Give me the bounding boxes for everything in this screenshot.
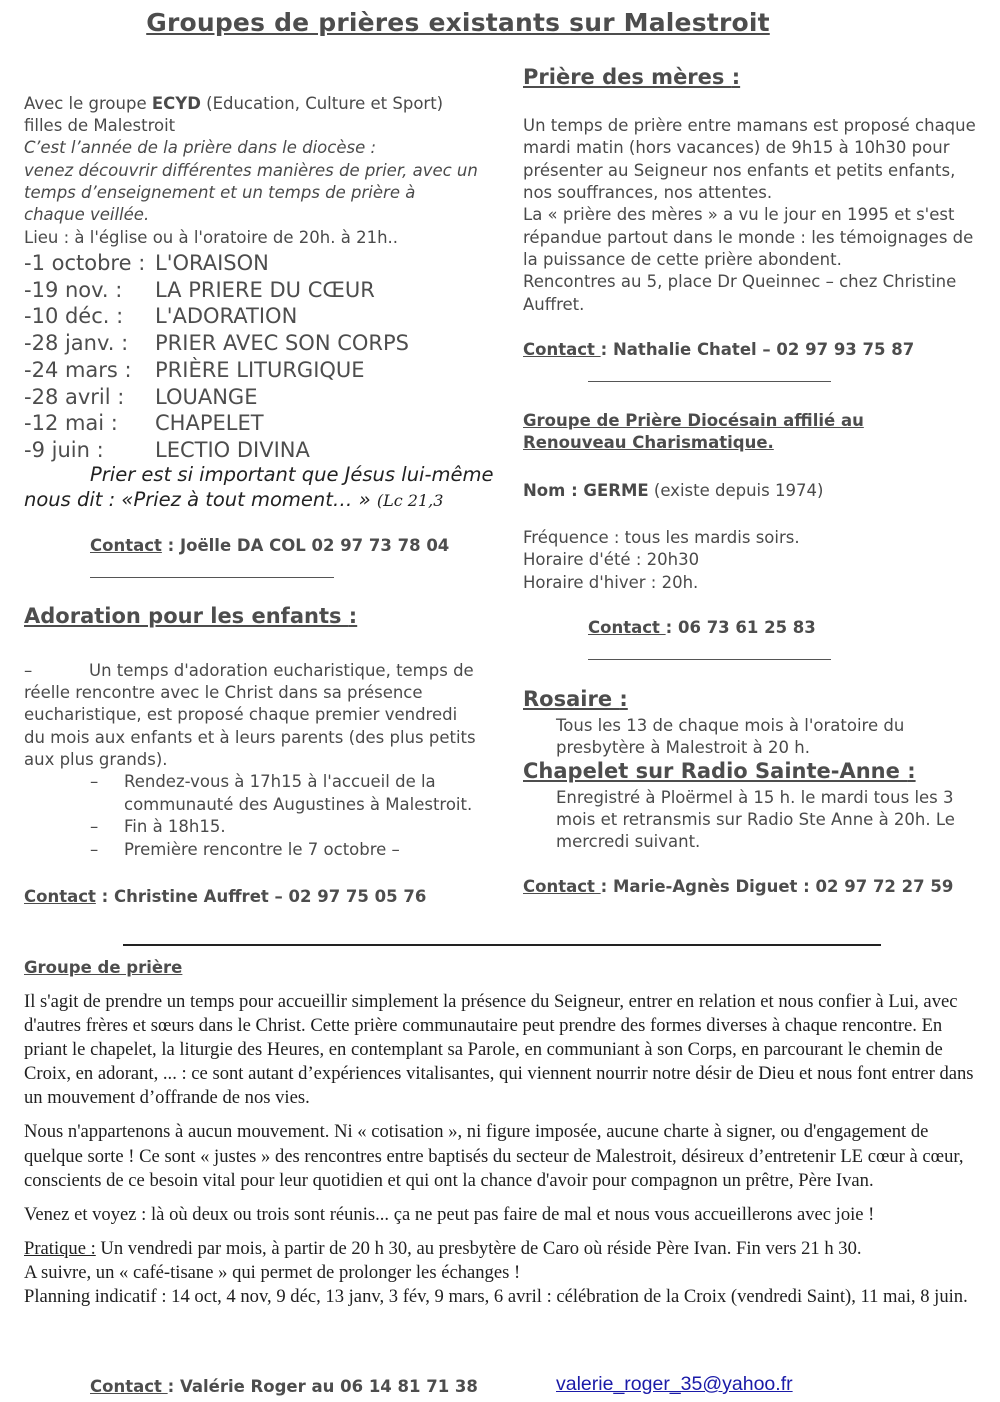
ecyd-italic-1: C’est l’année de la prière dans le diocèse : bbox=[24, 138, 377, 157]
separator-line bbox=[588, 659, 831, 660]
meres-text-9: Auffret. bbox=[523, 295, 585, 314]
separator-line bbox=[90, 577, 334, 578]
germe-heading-2: Renouveau Charismatique. bbox=[523, 433, 774, 452]
germe-heading-1: Groupe de Prière Diocésain affilié au bbox=[523, 411, 864, 430]
germe-horaire-hiver: Horaire d'hiver : 20h. bbox=[523, 573, 699, 592]
meres-text-2: mardi matin (hors vacances) de 9h15 à 10h30 pour bbox=[523, 138, 950, 157]
rosaire-text-1: Tous les 13 de chaque mois à l'oratoire du bbox=[556, 716, 905, 735]
section-divider bbox=[123, 944, 881, 946]
program-item: -19 nov. : LA PRIERE DU CŒUR bbox=[24, 277, 375, 302]
ecyd-italic-2: venez découvrir différentes manières de prier, avec un bbox=[24, 161, 478, 180]
rosaire-heading: Rosaire : bbox=[523, 687, 628, 711]
page-title: Groupes de prières existants sur Malestroit bbox=[146, 8, 770, 37]
meres-text-4: nos souffrances, nos attentes. bbox=[523, 183, 773, 202]
chapelet-text-2: mois et retransmis sur Radio Ste Anne à 20h. Le bbox=[556, 810, 955, 829]
paragraph-1: Il s'agit de prendre un temps pour accueillir simplement la présence du Seigneur, entrer en relation et nous confier à Lui, avec d'autres frères et sœurs dans le Christ. Cette prière communautaire peut prendre des formes diverses à chaque rencontre. En priant le chapelet, la liturgie des Heures, en contemplant sa Parole, en communiant à son Corps, en parcourant le chemin de Croix, en adorant, ... : ce sont autant d’expériences vitalisantes, qui viennent nourrir notre désir de Dieu et nous font entrer dans un mouvement d’offrande de nos vies. bbox=[24, 991, 974, 1109]
germe-frequence: Fréquence : tous les mardis soirs. bbox=[523, 528, 800, 547]
contact-label: Contact bbox=[523, 877, 601, 896]
chapelet-text-1: Enregistré à Ploërmel à 15 h. le mardi tous les 3 bbox=[556, 788, 954, 807]
ecyd-italic-3: temps d’enseignement et un temps de prière à bbox=[24, 183, 416, 202]
program-item: -10 déc. : L'ADORATION bbox=[24, 304, 298, 329]
paragraph-3: Venez et voyez : là où deux ou trois sont réunis... ça ne peut pas faire de mal et nous vous accueillerons avec joie ! bbox=[24, 1203, 875, 1225]
adoration-text-2: réelle rencontre avec le Christ dans sa présence bbox=[24, 683, 423, 702]
program-item: -9 juin : LECTIO DIVINA bbox=[24, 437, 310, 462]
ecyd-italic-4: chaque veillée. bbox=[24, 205, 150, 224]
contact-germe: Contact : 06 73 61 25 83 bbox=[588, 618, 816, 637]
groupe-priere-heading: Groupe de prière bbox=[24, 958, 183, 977]
contact-label: Contact bbox=[24, 887, 96, 906]
contact-ecyd: Contact : Joëlle DA COL 02 97 73 78 04 bbox=[90, 536, 450, 555]
meres-heading: Prière des mères : bbox=[523, 65, 741, 89]
rosaire-text-2: presbytère à Malestroit à 20 h. bbox=[556, 738, 810, 757]
quote-reference: (Lc 21,3 bbox=[376, 491, 444, 510]
adoration-text-1: – Un temps d'adoration eucharistique, temps de bbox=[24, 661, 474, 680]
contact-adoration: Contact : Christine Auffret – 02 97 75 05 76 bbox=[24, 887, 427, 906]
suivre-line: A suivre, un « café-tisane » qui permet de prolonger les échanges ! bbox=[24, 1261, 521, 1283]
contact-chapelet: Contact : Marie-Agnès Diguet : 02 97 72 27 59 bbox=[523, 877, 954, 896]
meres-text-7: la puissance de cette prière abondent. bbox=[523, 250, 842, 269]
pratique-label: Pratique : bbox=[24, 1237, 96, 1259]
program-item: -12 mai : CHAPELET bbox=[24, 411, 264, 436]
program-item: -1 octobre : L'ORAISON bbox=[24, 251, 269, 275]
contact-label: Contact bbox=[588, 618, 666, 637]
program-list bbox=[24, 250, 409, 464]
adoration-bullet-cont: communauté des Augustines à Malestroit. bbox=[124, 795, 473, 814]
lieu: Lieu : à l'église ou à l'oratoire de 20h. à 21h.. bbox=[24, 228, 399, 247]
adoration-bullet: – Fin à 18h15. bbox=[90, 817, 226, 836]
contact-valerie: Contact : Valérie Roger au 06 14 81 71 38 bbox=[90, 1377, 478, 1396]
adoration-text-4: du mois aux enfants et à leurs parents (des plus petits bbox=[24, 728, 476, 747]
paragraph-2: Nous n'appartenons à aucun mouvement. Ni « cotisation », ni figure imposée, aucune charte à signer, ou d'engagement de quelque sorte ! Ce sont « justes » des rencontres entre baptisés du secteur de Malestroit, désireux d’entretenir LE cœur à cœur, conscients de ce besoin vital pour leur quotidien et qui ont la chance d'avoir pour compagnon un prêtre, Père Ivan. bbox=[24, 1121, 964, 1191]
adoration-text-5: aux plus grands). bbox=[24, 750, 168, 769]
ecyd-name: ECYD bbox=[151, 94, 201, 113]
chapelet-heading: Chapelet sur Radio Sainte-Anne : bbox=[523, 759, 916, 783]
contact-meres: Contact : Nathalie Chatel – 02 97 93 75 87 bbox=[523, 340, 915, 359]
adoration-text-3: eucharistique, est proposé chaque premier vendredi bbox=[24, 705, 458, 724]
email-link[interactable]: valerie_roger_35@yahoo.fr bbox=[556, 1373, 793, 1395]
meres-text-1: Un temps de prière entre mamans est proposé chaque bbox=[523, 116, 976, 135]
quote-line-1: Prier est si important que Jésus lui-même bbox=[90, 463, 494, 486]
program-item: -28 avril : LOUANGE bbox=[24, 384, 258, 409]
ecyd-intro: Avec le groupe ECYD (Education, Culture et Sport) bbox=[24, 94, 444, 113]
contact-label: Contact bbox=[90, 536, 162, 555]
quote-line-2: nous dit : «Priez à tout moment… » (Lc 21,3 bbox=[24, 488, 444, 511]
ecyd-line2: filles de Malestroit bbox=[24, 116, 176, 135]
germe-nom: Nom : GERME (existe depuis 1974) bbox=[523, 481, 824, 500]
adoration-bullet: – Rendez-vous à 17h15 à l'accueil de la bbox=[90, 772, 436, 791]
pratique-line: Pratique : Un vendredi par mois, à partir de 20 h 30, au presbytère de Caro où réside Père Ivan. Fin vers 21 h 30. bbox=[24, 1237, 862, 1259]
adoration-heading: Adoration pour les enfants : bbox=[24, 604, 358, 628]
separator-line bbox=[588, 381, 831, 382]
adoration-bullet: – Première rencontre le 7 octobre – bbox=[90, 840, 400, 859]
chapelet-text-3: mercredi suivant. bbox=[556, 832, 701, 851]
meres-text-6: répandue partout dans le monde : les témoignages de bbox=[523, 228, 974, 247]
groupe-priere-section bbox=[24, 990, 974, 1309]
meres-text-3: présenter au Seigneur nos enfants et petits enfants, bbox=[523, 161, 956, 180]
meres-text-5: La « prière des mères » a vu le jour en 1995 et s'est bbox=[523, 205, 955, 224]
contact-label: Contact bbox=[523, 340, 601, 359]
contact-label: Contact bbox=[90, 1377, 168, 1396]
germe-horaire-ete: Horaire d'été : 20h30 bbox=[523, 550, 700, 569]
program-item: -28 janv. : PRIER AVEC SON CORPS bbox=[24, 331, 409, 356]
program-item: -24 mars : PRIÈRE LITURGIQUE bbox=[24, 357, 365, 382]
meres-text-8: Rencontres au 5, place Dr Queinnec – chez Christine bbox=[523, 272, 957, 291]
planning-line: Planning indicatif : 14 oct, 4 nov, 9 déc, 13 janv, 3 fév, 9 mars, 6 avril : célébration de la Croix (vendredi Saint), 11 mai, 8 juin. bbox=[24, 1286, 968, 1308]
